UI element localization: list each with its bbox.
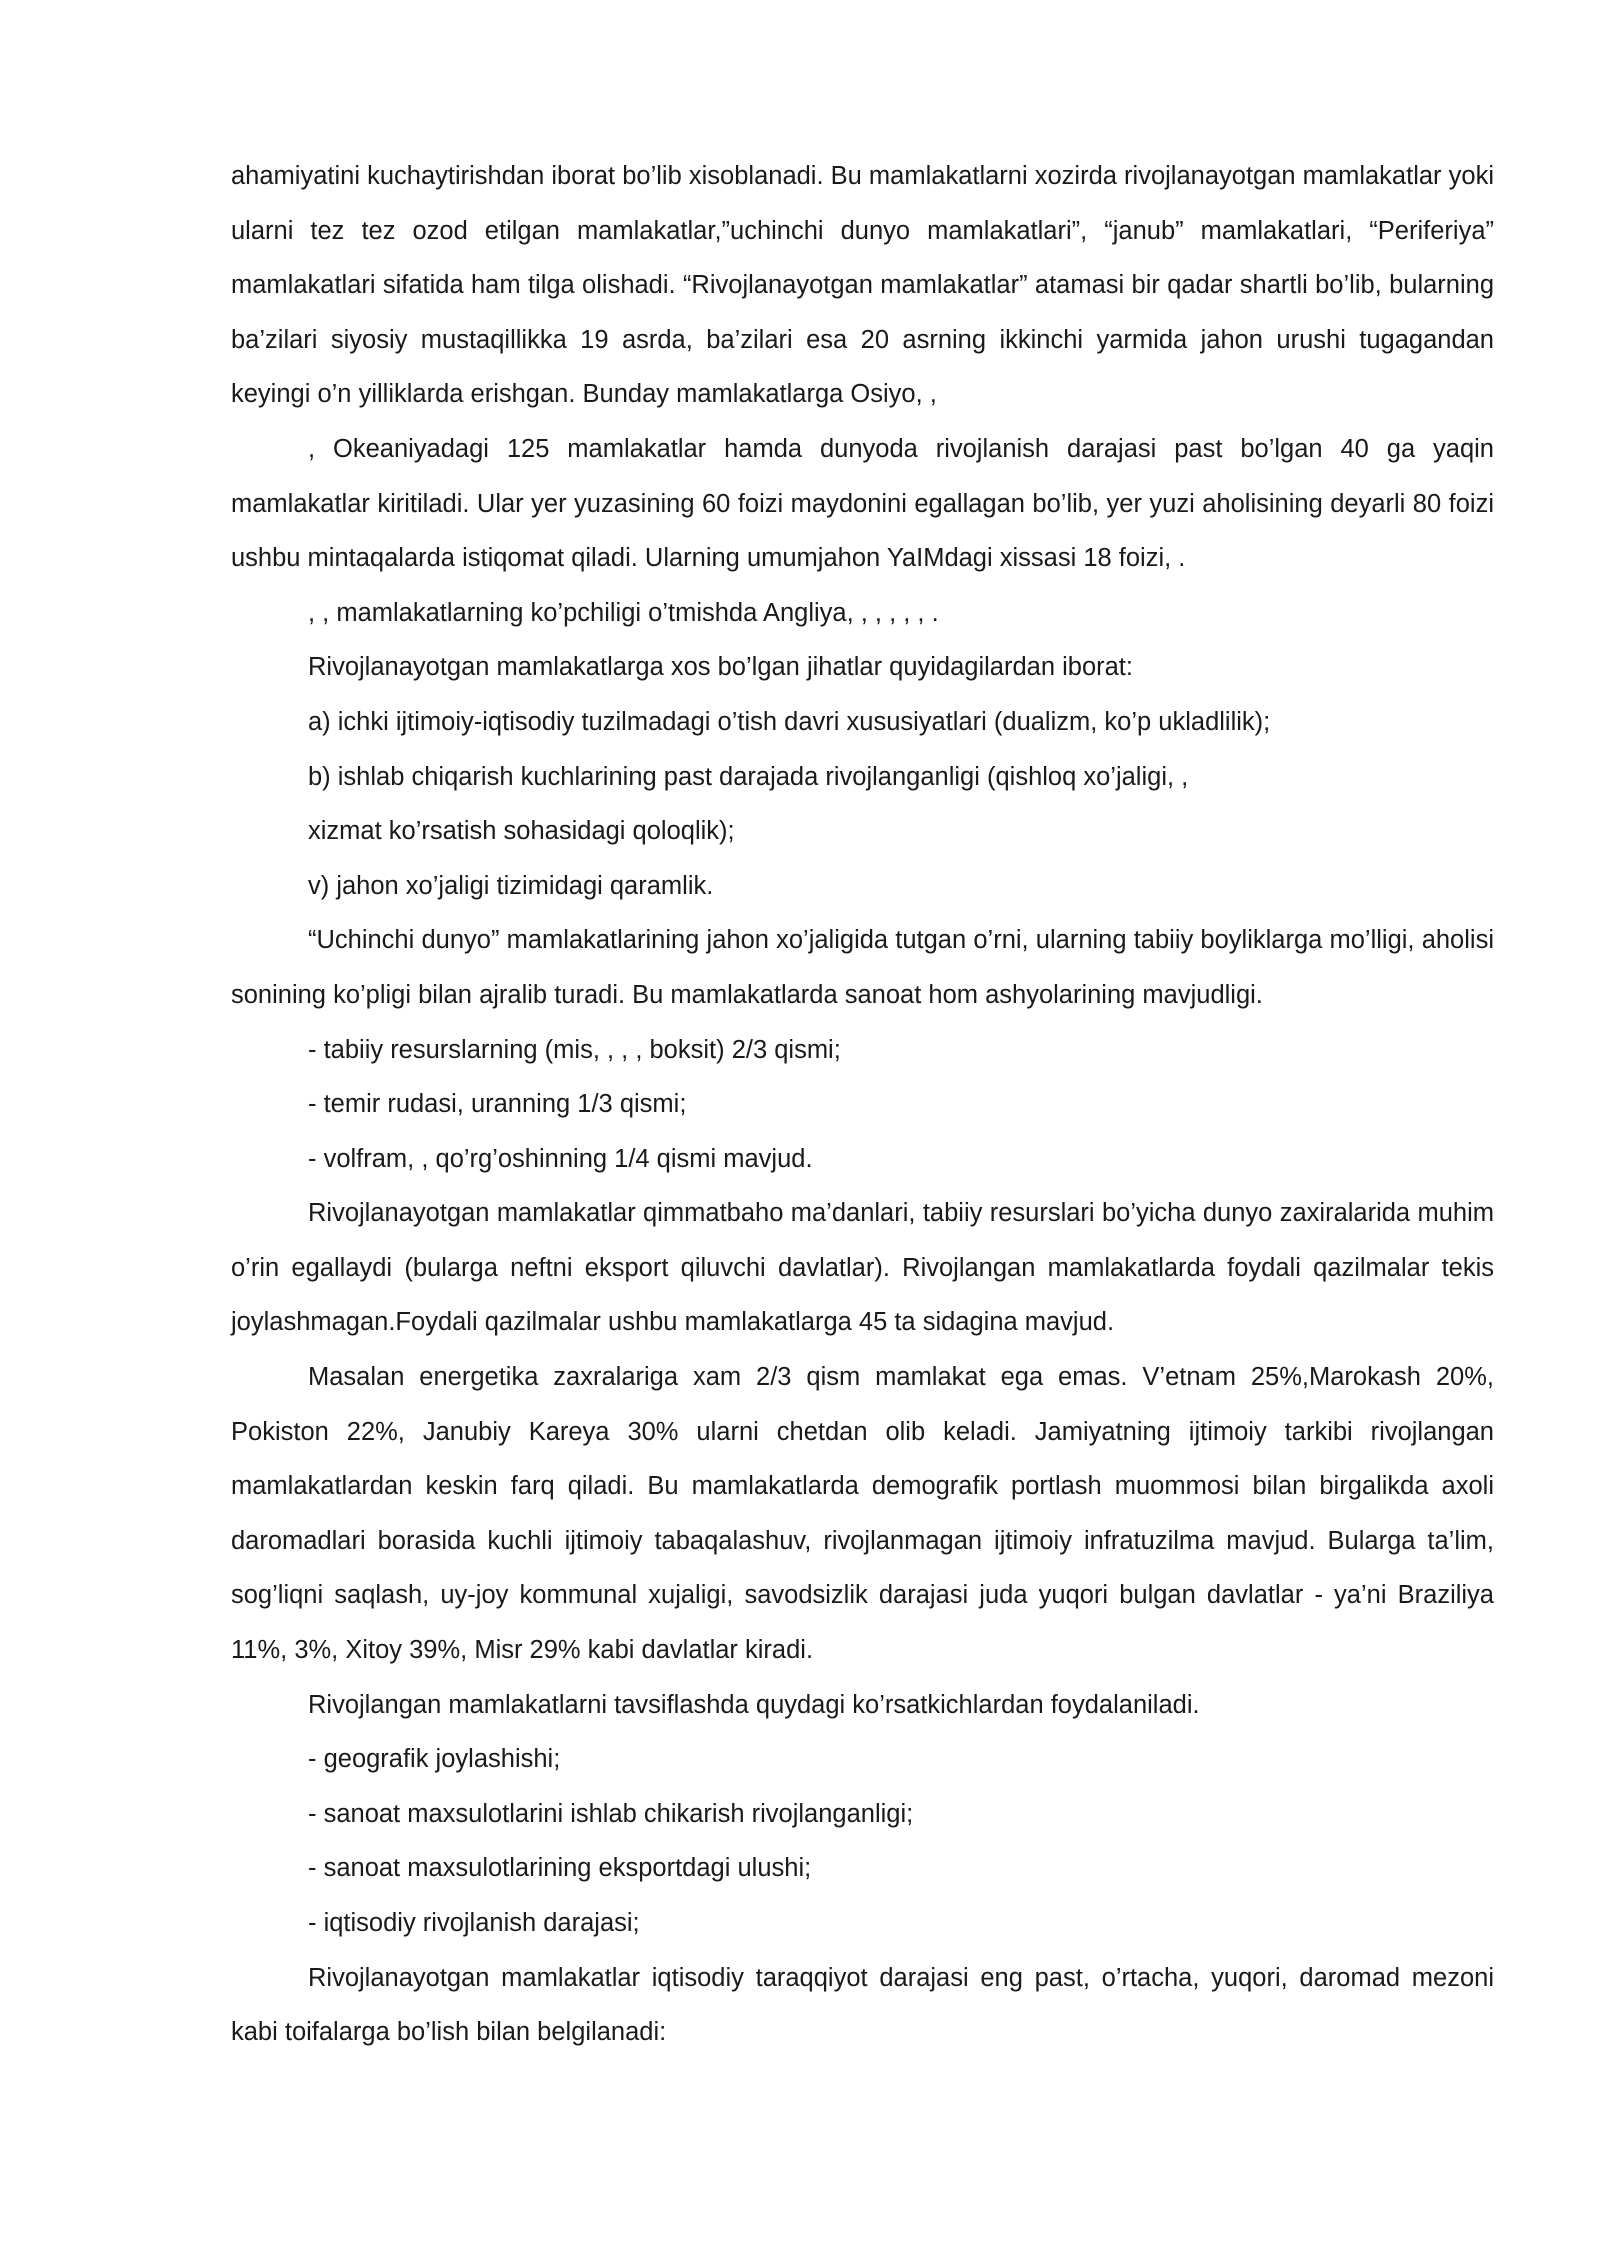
list-item-b: b) ishlab chiqarish kuchlarining past darajada rivojlanganligi (qishloq xo’jaligi, ,: [308, 762, 1189, 791]
list-item-iron-uranium: - temir rudasi, uranning 1/3 qismi;: [308, 1090, 687, 1119]
line-colonial-past: , , mamlakatlarning ko’pchiligi o’tmishda Angliya, , , , , , .: [308, 598, 939, 627]
list-item-economic-level: - iqtisodiy rivojlanish darajasi;: [308, 1909, 640, 1937]
paragraph-energy: Masalan energetika zaxralariga xam 2/3 qism mamlakat ega emas. V’etnam 25%,Marokash 20%, Pokiston 22%, Janubiy Kareya 30% ularni chetdan olib keladi. Jamiyatning ijtimoiy tarkibi rivojlangan mamlakatlardan keskin farq qiladi. Bu mamlakatlarda demografik portlash muommosi bilan birgalikda axoli daromadlari borasida kuchli ijtimoiy tabaqalashuv, rivojlanmagan ijtimoiy infratuzilma mavjud. Bularga ta’lim, sog’liqni saqlash, uy-joy kommunal xujaligi, savodsizlik darajasi juda yuqori bulgan davlatlar - ya’ni Braziliya 11%, 3%, Xitoy 39%, Misr 29% kabi davlatlar kiradi.: [231, 1363, 1494, 1665]
list-item-b-continuation: xizmat ko’rsatish sohasidagi qoloqlik);: [308, 817, 735, 846]
list-item-export-share: - sanoat maxsulotlarining eksportdagi ulushi;: [308, 1854, 812, 1883]
line-indicators-heading: Rivojlangan mamlakatlarni tavsiflashda quydagi ko’rsatkichlardan foydalaniladi.: [308, 1690, 1200, 1719]
list-item-industrial-production: - sanoat maxsulotlarini ishlab chikarish rivojlanganligi;: [308, 1799, 914, 1828]
paragraph-intro: ahamiyatini kuchaytirishdan iborat bo’lib xisoblanadi. Bu mamlakatlarni xozirda rivojlanayotgan mamlakatlar yoki ularni tez tez ozod etilgan mamlakatlar,”uchinchi dunyo mamlakatlari”, “janub” mamlakatlari, “Periferiya” mamlakatlari sifatida ham tilga olishadi. “Rivojlanayotgan mamlakatlar” atamasi bir qadar shartli bo’lib, bularning ba’zilari siyosiy mustaqillikka 19 asrda, ba’zilari esa 20 asrning ikkinchi yarmida jahon urushi tugagandan keyingi o’n yilliklarda erishgan. Bunday mamlakatlarga Osiyo, ,: [231, 162, 1494, 409]
paragraph-third-world: “Uchinchi dunyo” mamlakatlarining jahon xo’jaligida tutgan o’rni, ularning tabiiy boyliklarga mo’lligi, aholisi sonining ko’pligi bilan ajralib turadi. Bu mamlakatlarda sanoat hom ashyolarining mavjudligi.: [231, 926, 1494, 1009]
paragraph-oceania: , Okeaniyadagi 125 mamlakatlar hamda dunyoda rivojlanish darajasi past bo’lgan 40 ga yaqin mamlakatlar kiritiladi. Ular yer yuzasining 60 foizi maydonini egallagan bo’lib, yer yuzi aholisining deyarli 80 foizi ushbu mintaqalarda istiqomat qiladi. Ularning umumjahon YaIMdagi xissasi 18 foizi, .: [231, 434, 1494, 573]
list-item-geography: - geografik joylashishi;: [308, 1745, 561, 1774]
line-features-heading: Rivojlanayotgan mamlakatlarga xos bo’lgan jihatlar quyidagilardan iborat:: [308, 653, 1133, 682]
list-item-v: v) jahon xo’jaligi tizimidagi qaramlik.: [308, 871, 714, 900]
document-page: [231, 149, 1494, 2060]
list-item-a: a) ichki ijtimoiy-iqtisodiy tuzilmadagi o’tish davri xususiyatlari (dualizm, ko’p ukladlilik);: [308, 707, 1271, 736]
list-item-tungsten-lead: - volfram, , qo’rg’oshinning 1/4 qismi mavjud.: [308, 1144, 813, 1173]
paragraph-classification: Rivojlanayotgan mamlakatlar iqtisodiy taraqqiyot darajasi eng past, o’rtacha, yuqori, daromad mezoni kabi toifalarga bo’lish bilan belgilanadi:: [231, 1963, 1494, 2047]
list-item-resources: - tabiiy resurslarning (mis, , , , boksit) 2/3 qismi;: [308, 1035, 841, 1064]
paragraph-reserves: Rivojlanayotgan mamlakatlar qimmatbaho ma’danlari, tabiiy resurslari bo’yicha dunyo zaxiralarida muhim o’rin egallaydi (bularga neftni eksport qiluvchi davlatlar). Rivojlangan mamlakatlarda foydali qazilmalar tekis joylashmagan.Foydali qazilmalar ushbu mamlakatlarga 45 ta sidagina mavjud.: [231, 1199, 1494, 1337]
